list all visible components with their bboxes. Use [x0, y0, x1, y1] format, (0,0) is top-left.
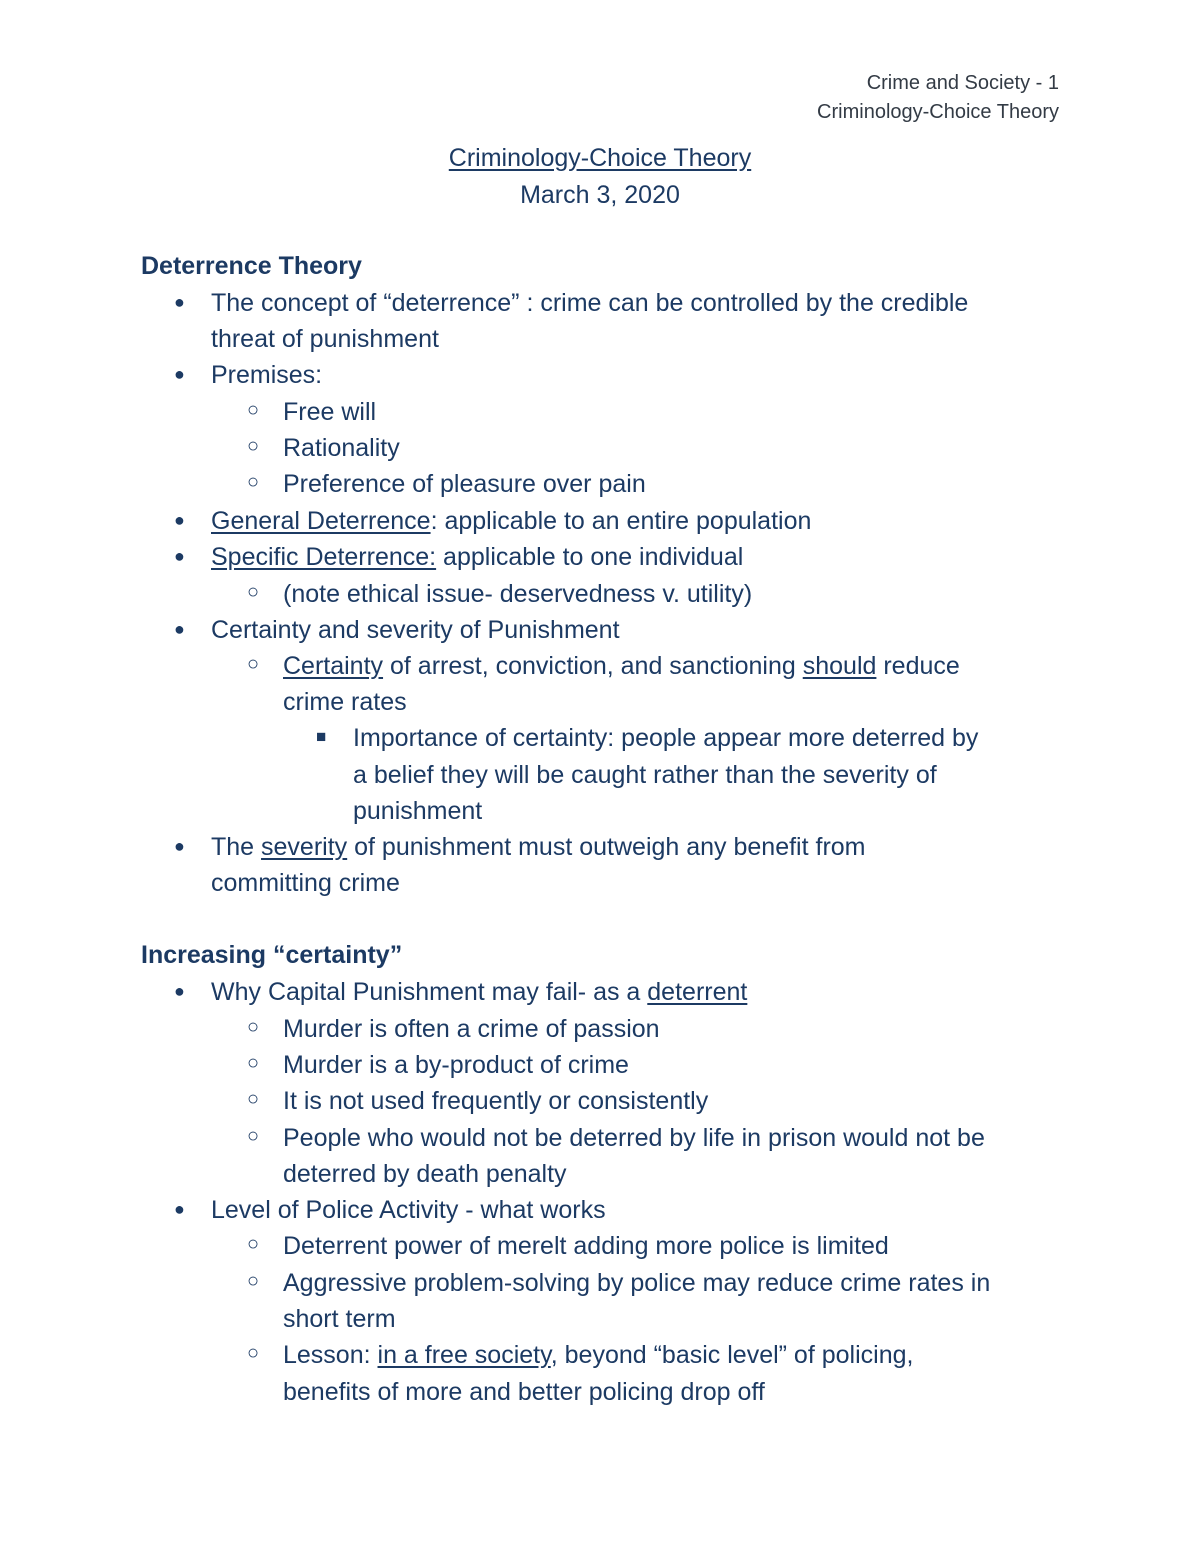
bullet-l1: ●: [174, 836, 185, 856]
text-span: Why Capital Punishment may fail- as a: [211, 978, 648, 1006]
page-header-course: Crime and Society - 1: [866, 72, 1059, 94]
list-item: Rationality: [283, 434, 400, 462]
list-item: Level of Police Activity - what works: [211, 1196, 606, 1224]
term-free-society: in a free society: [377, 1341, 551, 1369]
list-item: Preference of pleasure over pain: [283, 470, 646, 498]
term-severity: severity: [261, 833, 348, 861]
bullet-l1: ●: [174, 510, 185, 530]
list-item: [211, 539, 743, 575]
definition-text: : applicable to an entire population: [430, 507, 812, 535]
list-item: Importance of certainty: people appear more deterred by: [353, 724, 979, 752]
term-should: should: [802, 652, 877, 680]
text-span: , beyond “basic level” of policing,: [550, 1341, 914, 1369]
list-item-continuation: benefits of more and better policing drop off: [283, 1378, 765, 1406]
bullet-l3: ■: [316, 727, 327, 746]
bullet-l2: ○: [247, 435, 260, 457]
document-date: March 3, 2020: [520, 181, 680, 209]
bullet-l2: ○: [247, 471, 260, 493]
bullet-l1: ●: [174, 292, 185, 312]
definition-text: applicable to one individual: [436, 543, 744, 571]
list-item: Deterrent power of merelt adding more police is limited: [283, 1232, 889, 1260]
bullet-l2: ○: [247, 1270, 260, 1292]
list-item: Free will: [283, 398, 377, 426]
text-span: of arrest, conviction, and sanctioning: [383, 652, 803, 680]
list-item-continuation: crime rates: [283, 688, 407, 716]
list-item: [283, 648, 960, 684]
bullet-l2: ○: [247, 1233, 260, 1255]
bullet-l1: ●: [174, 1199, 185, 1219]
list-item-continuation: deterred by death penalty: [283, 1160, 567, 1188]
list-item: [211, 974, 747, 1010]
page-header-topic: Criminology-Choice Theory: [817, 101, 1059, 123]
list-item: It is not used frequently or consistently: [283, 1087, 709, 1115]
bullet-l1: ●: [174, 546, 185, 566]
list-item-continuation: short term: [283, 1305, 396, 1333]
term-certainty: Certainty: [283, 652, 384, 680]
list-item: Certainty and severity of Punishment: [211, 616, 620, 644]
bullet-l2: ○: [247, 399, 260, 421]
list-item-continuation: punishment: [353, 797, 483, 825]
list-item-continuation: committing crime: [211, 869, 400, 897]
list-item: [283, 1337, 913, 1373]
bullet-l2: ○: [247, 653, 260, 675]
bullet-l2: ○: [247, 1342, 260, 1364]
document-title-text: Criminology-Choice Theory: [448, 144, 752, 172]
section-heading-increasing-certainty: Increasing “certainty”: [141, 941, 403, 969]
term-general-deterrence: General Deterrence: [211, 507, 431, 535]
document-title: [0, 140, 1200, 176]
list-item: Aggressive problem-solving by police may reduce crime rates in: [283, 1269, 991, 1297]
bullet-l2: ○: [247, 1052, 260, 1074]
list-item: People who would not be deterred by life in prison would not be: [283, 1124, 985, 1152]
list-item: [211, 503, 811, 539]
section-heading-deterrence-theory: Deterrence Theory: [141, 252, 362, 280]
list-item: (note ethical issue- deservedness v. utility): [283, 580, 753, 608]
bullet-l1: ●: [174, 364, 185, 384]
list-item-continuation: a belief they will be caught rather than the severity of: [353, 761, 937, 789]
list-item: Murder is a by-product of crime: [283, 1051, 629, 1079]
text-span: of punishment must outweigh any benefit from: [347, 833, 866, 861]
list-item: Murder is often a crime of passion: [283, 1015, 660, 1043]
bullet-l1: ●: [174, 981, 185, 1001]
text-span: reduce: [876, 652, 960, 680]
list-item-continuation: threat of punishment: [211, 325, 439, 353]
list-item: [211, 829, 866, 865]
bullet-l2: ○: [247, 581, 260, 603]
list-item: The concept of “deterrence” : crime can be controlled by the credible: [211, 289, 969, 317]
list-item: Premises:: [211, 361, 323, 389]
term-deterrent: deterrent: [647, 978, 748, 1006]
bullet-l2: ○: [247, 1125, 260, 1147]
bullet-l2: ○: [247, 1088, 260, 1110]
text-span: The: [211, 833, 262, 861]
bullet-l1: ●: [174, 619, 185, 639]
term-specific-deterrence: Specific Deterrence:: [211, 543, 437, 571]
text-span: Lesson:: [283, 1341, 378, 1369]
bullet-l2: ○: [247, 1016, 260, 1038]
